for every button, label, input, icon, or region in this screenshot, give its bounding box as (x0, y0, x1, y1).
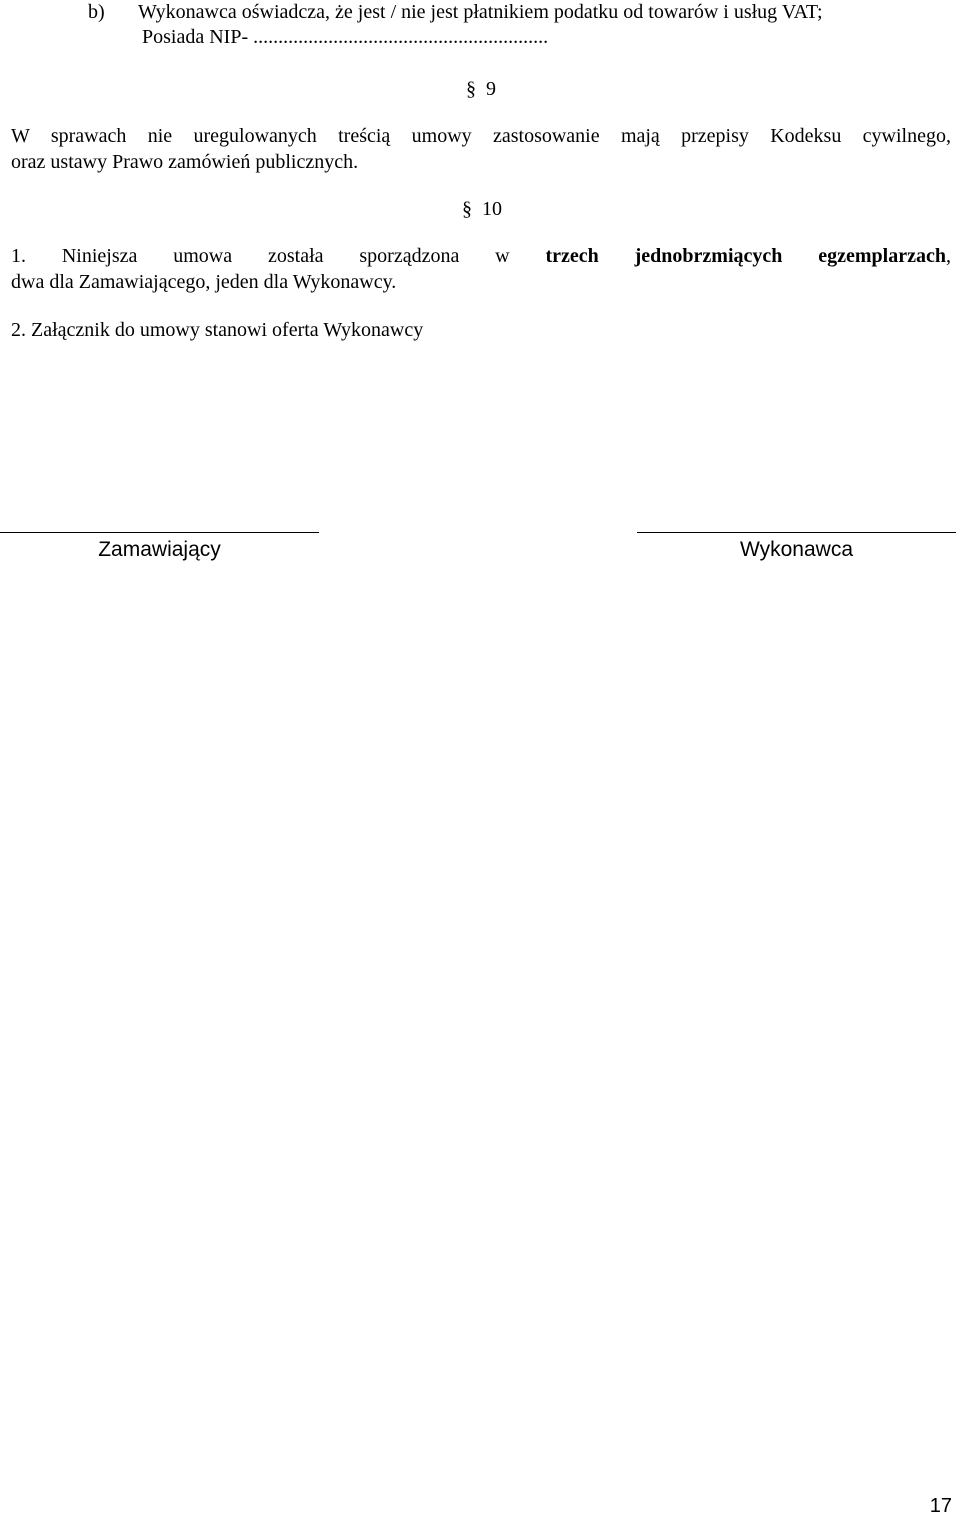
section-10-point-2: 2. Załącznik do umowy stanowi oferta Wykonawcy (11, 319, 424, 341)
section-9-heading (466, 77, 496, 101)
page-number: 17 (929, 1495, 952, 1517)
point-1-prefix: 1. Niniejsza umowa została sporządzona w (11, 245, 546, 267)
section-9-number: 9 (486, 78, 496, 100)
section-9-paragraph-line-2: oraz ustawy Prawo zamówień publicznych. (11, 151, 359, 173)
section-10-number: 10 (482, 198, 502, 220)
item-b-line (88, 0, 823, 25)
point-1-bold-jednobrzmiacych: jednobrzmiących (634, 245, 783, 267)
section-10-point-1-line-2: dwa dla Zamawiającego, jeden dla Wykonawcy. (11, 271, 397, 293)
section-sign-icon: § (462, 198, 472, 220)
section-sign-icon: § (466, 78, 476, 100)
section-10-heading (462, 197, 502, 221)
nip-line: Posiada NIP- ........................................................... (142, 26, 549, 48)
signature-line-left (0, 532, 319, 533)
item-b-text: Wykonawca oświadcza, że jest / nie jest płatnikiem podatku od towarów i usług VAT; (138, 1, 823, 23)
point-1-bold-trzech: trzech (545, 245, 599, 267)
item-b-marker: b) (88, 1, 105, 23)
section-9-paragraph-line-1: W sprawach nie uregulowanych treścią umowy zastosowanie mają przepisy Kodeksu cywilnego, (11, 125, 951, 147)
point-1-suffix: , (946, 245, 951, 267)
signature-label-wykonawca: Wykonawca (739, 538, 854, 561)
section-10-point-1-line-1 (11, 244, 951, 269)
signature-line-right (637, 532, 956, 533)
signature-label-zamawiajacy: Zamawiający (98, 538, 221, 561)
point-1-bold-egzemplarzach: egzemplarzach (818, 245, 946, 267)
